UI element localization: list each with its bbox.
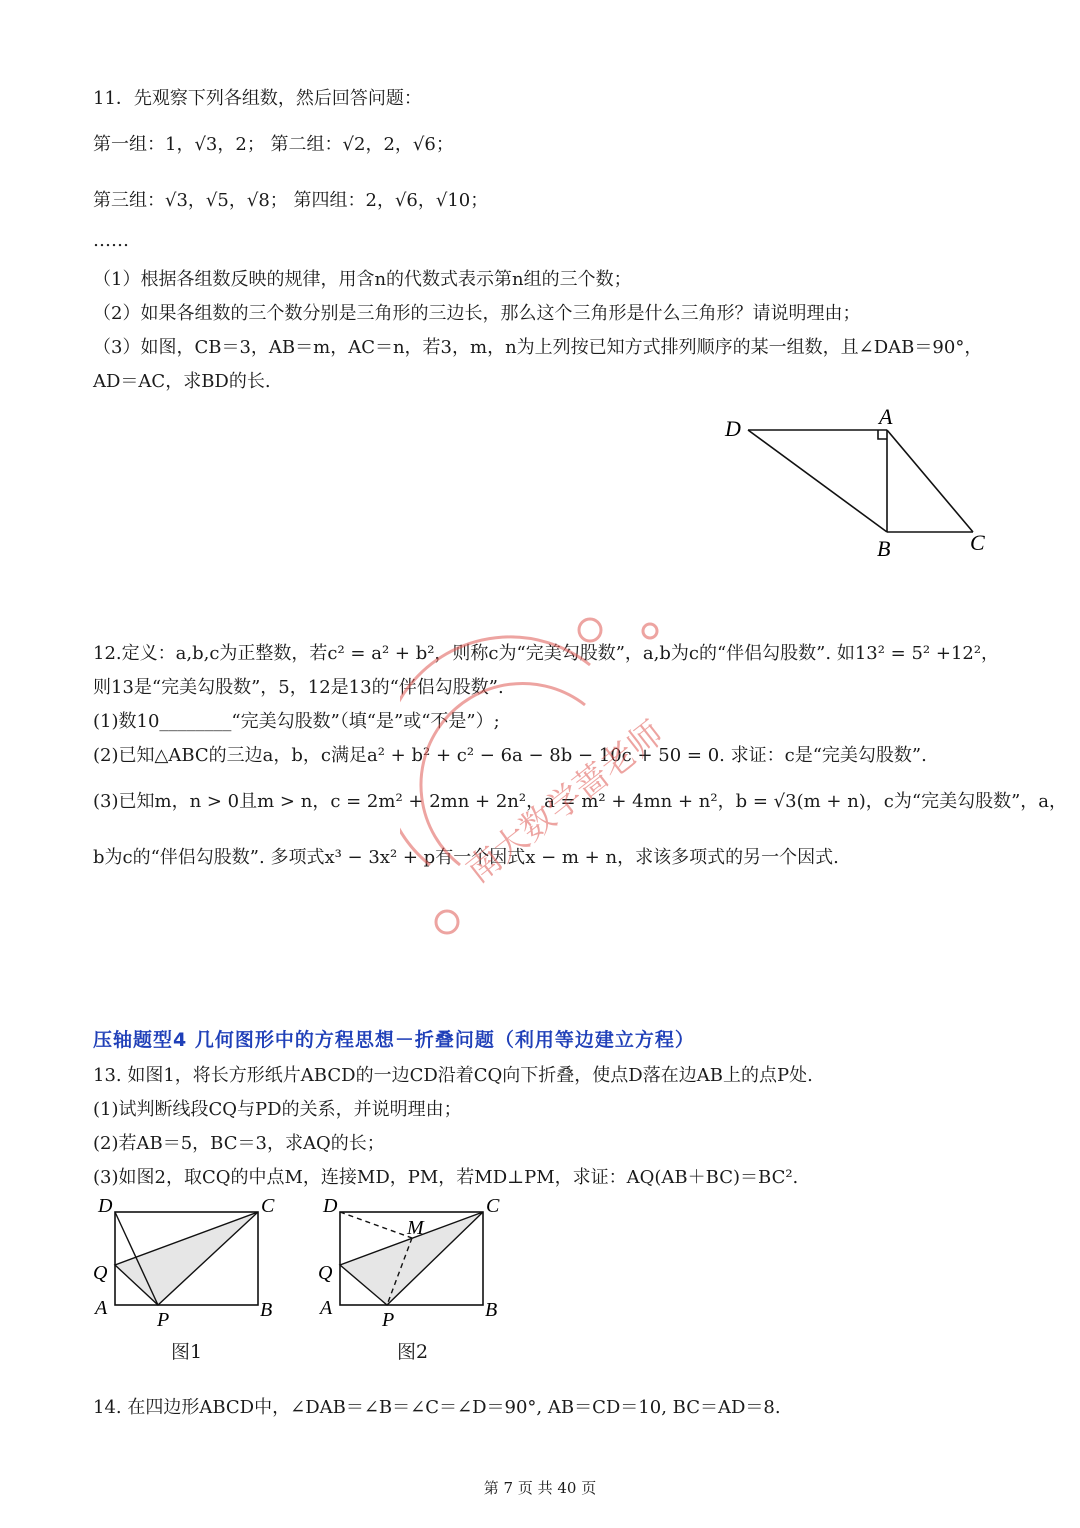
q11-part3-cont: AD＝AC，求BD的长. [93,371,271,392]
q13-part2: (2)若AB＝5，BC＝3，求AQ的长； [93,1133,385,1154]
page-footer: 第 7 页 共 40 页 [483,1479,597,1497]
fig2-label-P: P [382,1309,395,1327]
q14-line1: 14. 在四边形ABCD中，∠DAB＝∠B＝∠C＝∠D＝90°, AB＝CD＝10, BC＝AD＝8. [93,1397,781,1418]
q11-label-C: C [970,530,985,555]
q11-label-D: D [725,416,741,441]
fig2-label-B: B [485,1299,498,1321]
q12-part3: (3)已知m，n > 0且m > n，c = 2m² + 2mn + 2n²，a = m² + 4mn + n²，b = √3(m + n)，c为“完美勾股数”，a， [93,791,1068,812]
watermark-stamp [400,615,680,945]
q11-figure [715,400,1005,565]
fig2-label-M: M [407,1217,424,1239]
fig2-label-Q: Q [318,1262,333,1284]
q13-part1: (1)试判断线段CQ与PD的关系，并说明理由； [93,1099,462,1120]
fig2-label-A: A [320,1297,333,1319]
fig2-caption: 图2 [397,1341,429,1363]
fig1-label-Q: Q [93,1262,108,1284]
q11-part1: （1）根据各组数反映的规律，用含n的代数式表示第n组的三个数； [93,269,632,290]
q11-title: 11．先观察下列各组数，然后回答问题： [93,88,422,109]
q12-part3-cont: b为c的“伴侣勾股数”. 多项式x³ − 3x² + p有一个因式x − m + n，求该多项式的另一个因式. [93,847,839,868]
q11-label-A: A [879,404,893,429]
q11-ellipsis: …… [93,230,129,251]
fig2-label-C: C [486,1195,500,1217]
fig2-label-D: D [323,1195,338,1217]
q13-line1: 13. 如图1，将长方形纸片ABCD的一边CD沿着CQ向下折叠，使点D落在边AB上的点P处. [93,1065,813,1086]
q12-part1: (1)数10________“完美勾股数”（填“是”或“不是”）; [93,711,500,732]
fig1-label-P: P [157,1309,170,1327]
q11-part2: （2）如果各组数的三个数分别是三角形的三边长，那么这个三角形是什么三角形？请说明理由； [93,303,861,324]
q12-line2: 则13是“完美勾股数”，5，12是13的“伴侣勾股数”. [93,677,504,698]
q13-part3: (3)如图2，取CQ的中点M，连接MD，PM，若MD⊥PM，求证：AQ(AB＋BC)＝BC². [93,1167,799,1188]
q13-figure1 [90,1192,290,1327]
q12-line1: 12.定义：a,b,c为正整数，若c² = a² + b²，则称c为“完美勾股数”，a,b为c的“伴侣勾股数”. 如13² = 5² +12²， [93,643,1000,664]
q11-label-B: B [877,536,891,561]
q11-groups-line2: 第三组：√3，√5，√8； 第四组：2，√6，√10； [93,190,489,211]
fig1-label-D: D [98,1195,113,1217]
fig1-label-B: B [260,1299,273,1321]
fig1-label-C: C [261,1195,275,1217]
fig1-caption: 图1 [171,1341,203,1363]
q11-groups-line1: 第一组：1，√3，2； 第二组：√2，2，√6； [93,134,454,155]
fig1-label-A: A [95,1297,108,1319]
q12-part2: (2)已知△ABC的三边a，b，c满足a² + b² + c² − 6a − 8b − 10c + 50 = 0. 求证：c是“完美勾股数”. [93,745,927,766]
q11-part3: （3）如图，CB＝3，AB＝m，AC＝n，若3，m，n为上列按已知方式排列顺序的某一组数，且∠DAB＝90°， [93,337,983,358]
watermark-text: 南大数学蔷老师 [458,713,672,892]
q13-figure2 [315,1192,515,1327]
section-title: 压轴题型4 几何图形中的方程思想－折叠问题（利用等边建立方程） [93,1029,695,1051]
